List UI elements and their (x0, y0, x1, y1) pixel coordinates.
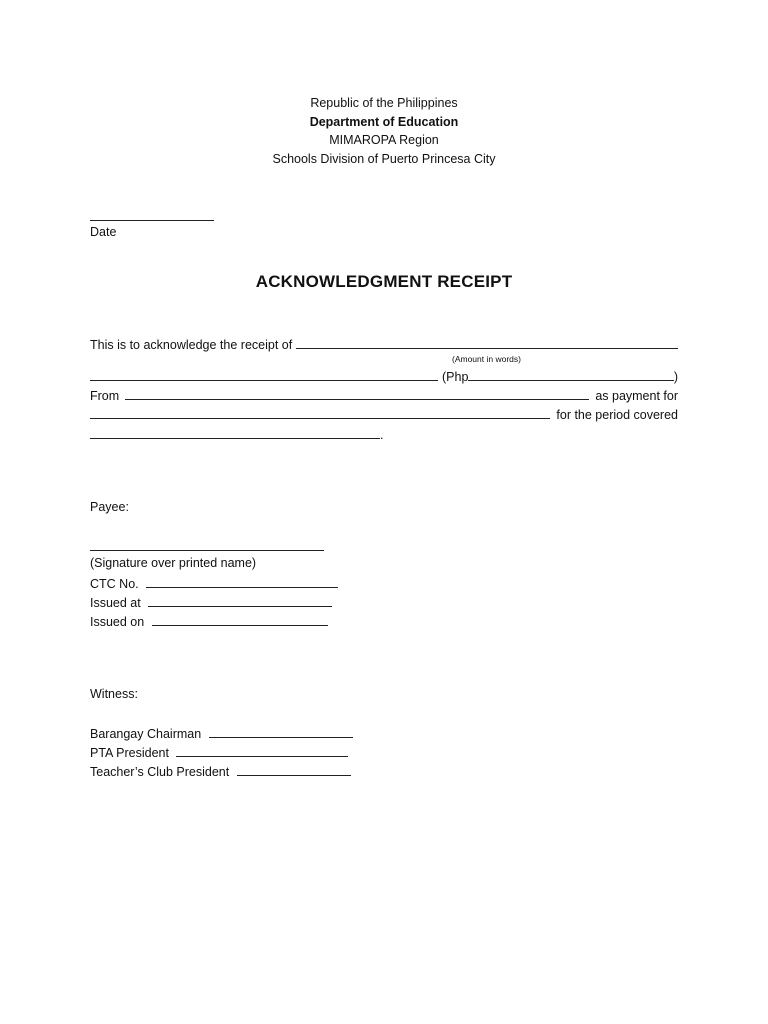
from-row (90, 387, 678, 403)
issued-at-label: Issued at (90, 596, 141, 610)
ctc-row (90, 575, 338, 591)
purpose-row (90, 406, 678, 422)
date-blank-line[interactable] (90, 208, 214, 221)
from-blank[interactable] (125, 387, 589, 400)
barangay-blank[interactable] (209, 725, 353, 738)
signature-blank-line[interactable] (90, 538, 324, 551)
period-covered-text: for the period covered (556, 408, 678, 422)
issued-on-blank[interactable] (152, 613, 328, 626)
php-open-text: (Php (442, 370, 469, 384)
amount-words-continued-blank[interactable] (90, 368, 438, 381)
period-end-text: . (380, 428, 384, 442)
pta-row (90, 744, 348, 760)
pta-blank[interactable] (176, 744, 348, 757)
date-label: Date (90, 225, 117, 239)
header-republic: Republic of the Philippines (310, 96, 458, 110)
barangay-row (90, 725, 353, 741)
receipt-prefix-text: This is to acknowledge the receipt of (90, 338, 293, 352)
date-field[interactable] (90, 208, 214, 224)
issued-at-blank[interactable] (148, 594, 332, 607)
teachers-club-row (90, 763, 351, 779)
php-amount-blank[interactable] (468, 368, 673, 381)
issued-on-row (90, 613, 328, 629)
witness-label: Witness: (90, 687, 138, 701)
signature-label: (Signature over printed name) (90, 556, 257, 570)
header-region: MIMAROPA Region (329, 133, 439, 147)
amount-in-words-note: (Amount in words) (452, 354, 521, 364)
ctc-label: CTC No. (90, 577, 139, 591)
from-label: From (90, 389, 120, 403)
barangay-label: Barangay Chairman (90, 727, 202, 741)
amount-words-blank[interactable] (296, 336, 678, 349)
period-blank[interactable] (90, 426, 380, 439)
pta-label: PTA President (90, 746, 169, 760)
ctc-blank[interactable] (146, 575, 338, 588)
php-close-text: ) (673, 370, 678, 384)
letterhead (0, 94, 768, 168)
signature-field[interactable] (90, 538, 324, 554)
period-row (90, 426, 390, 442)
teachers-club-label: Teacher’s Club President (90, 765, 230, 779)
header-department: Department of Education (309, 114, 459, 129)
payee-label: Payee: (90, 500, 129, 514)
payment-for-text: as payment for (595, 389, 678, 403)
header-division: Schools Division of Puerto Princesa City (272, 151, 496, 166)
teachers-club-blank[interactable] (237, 763, 351, 776)
receipt-amount-row (90, 336, 678, 352)
issued-on-label: Issued on (90, 615, 145, 629)
php-row (90, 368, 678, 384)
purpose-blank[interactable] (90, 406, 550, 419)
issued-at-row (90, 594, 332, 610)
document-title: ACKNOWLEDGMENT RECEIPT (255, 272, 513, 291)
